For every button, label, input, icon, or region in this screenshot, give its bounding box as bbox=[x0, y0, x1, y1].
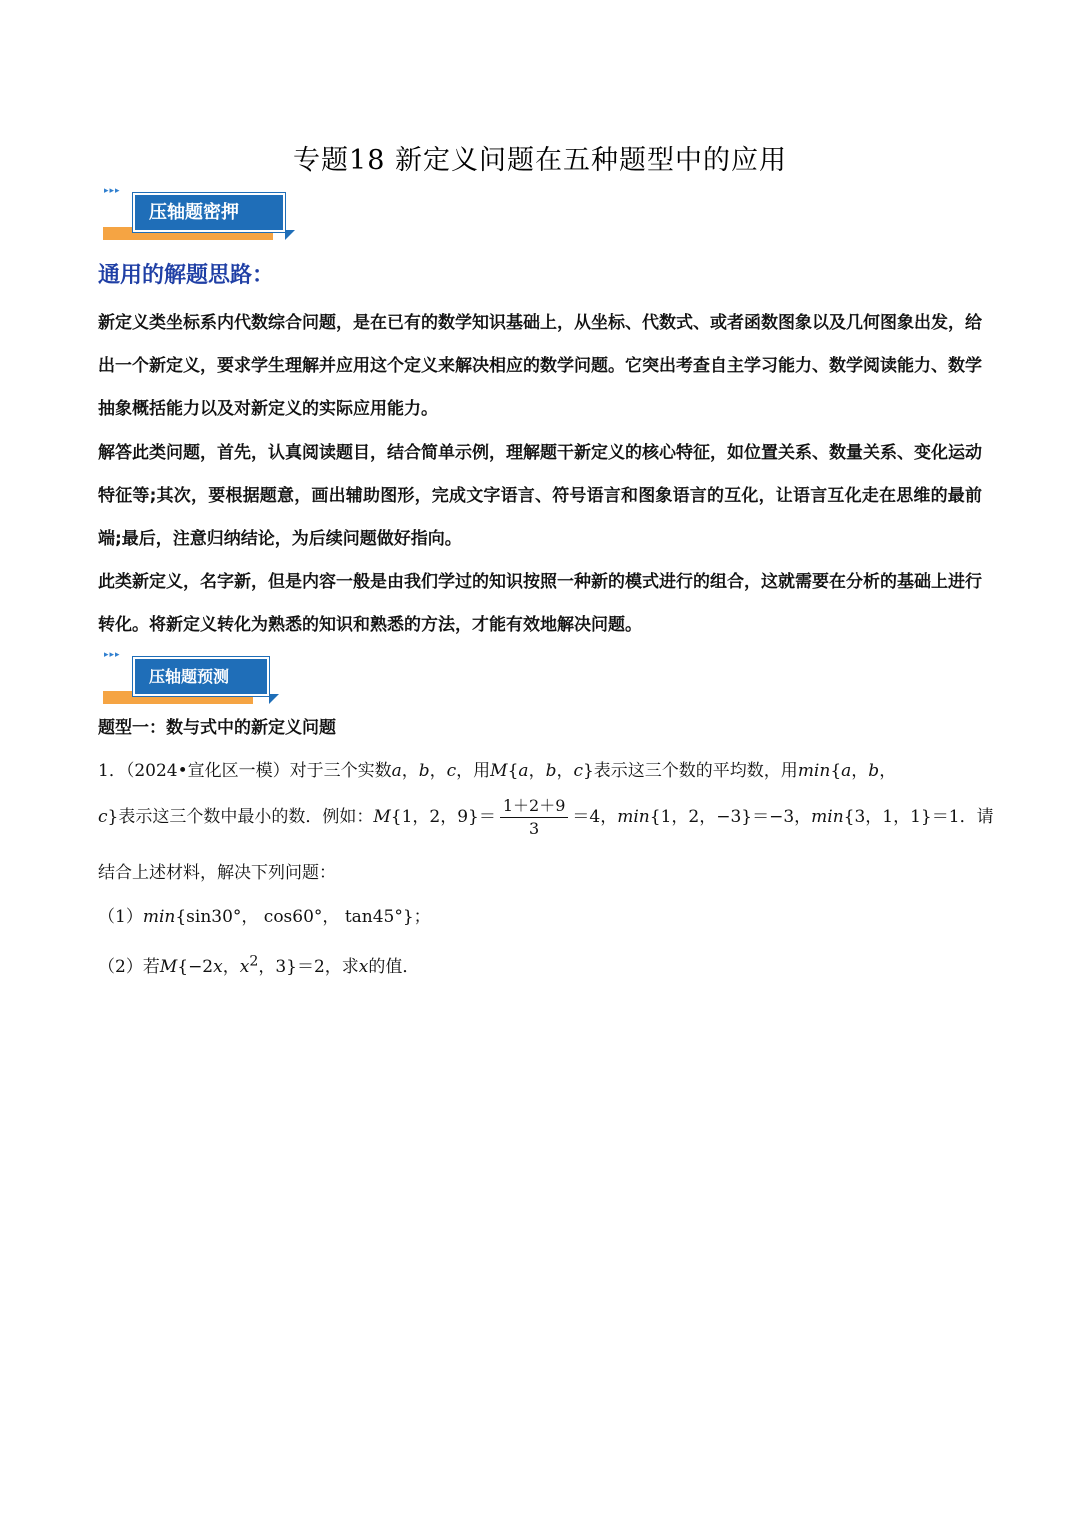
section-heading: 通用的解题思路： bbox=[98, 263, 275, 288]
sub-question-1: （1）min{sin30°， cos60°， tan45°}； bbox=[98, 907, 431, 927]
banner-label: 压轴题密押 bbox=[133, 193, 285, 232]
section-banner-predictions bbox=[100, 652, 260, 704]
question-type-heading: 题型一：数与式中的新定义问题 bbox=[98, 718, 336, 738]
sub-question-2: （2）若M{−2x，$x^2$，3}＝2，求x的值． bbox=[98, 953, 420, 977]
fraction-denominator: 3 bbox=[529, 819, 540, 838]
paragraph-1: 新定义类坐标系内代数综合问题，是在已有的数学知识基础上，从坐标、代数式、或者函数图象以及几何图象出发，给出一个新定义，要求学生理解并应用这个定义来解决相应的数学问题。它突出考查自主学习能力、数学阅读能力、数学抽象概括能力以及对新定义的实际应用能力。 bbox=[98, 313, 982, 419]
fraction-numerator: 1＋2＋9 bbox=[500, 795, 569, 818]
triple-arrow-icon: ▸▸▸ bbox=[104, 186, 121, 196]
problem-line-2: c}表示这三个数中最小的数．例如：M{1，2，9}＝ $\frac{1+2+9}{3}$ ＝4，min{1，2，−3}＝−3，min{3，1，1}＝1．请 bbox=[98, 796, 994, 838]
banner-label: 压轴题预测 bbox=[133, 657, 269, 696]
problem-line-1: 1．（2024•宣化区一模）对于三个实数a，b，c，用M{a，b，c}表示这三个数的平均数，用min{a，b， bbox=[98, 761, 897, 781]
paragraph-3: 此类新定义，名字新，但是内容一般是由我们学过的知识按照一种新的模式进行的组合，这就需要在分析的基础上进行转化。将新定义转化为熟悉的知识和熟悉的方法，才能有效地解决问题。 bbox=[98, 572, 982, 635]
paragraph-2: 解答此类问题，首先，认真阅读题目，结合简单示例，理解题干新定义的核心特征，如位置关系、数量关系、变化运动特征等;其次，要根据题意，画出辅助图形，完成文字语言、符号语言和图象语言的互化，让语言互化走在思维的最前端;最后，注意归纳结论，为后续问题做好指向。 bbox=[98, 443, 982, 549]
triple-arrow-icon: ▸▸▸ bbox=[104, 650, 121, 660]
page-title: 专题18 新定义问题在五种题型中的应用 bbox=[293, 145, 787, 176]
fraction bbox=[500, 795, 569, 840]
section-banner-predict-secrets bbox=[100, 188, 280, 240]
problem-line-3: 结合上述材料，解决下列问题： bbox=[98, 863, 336, 883]
